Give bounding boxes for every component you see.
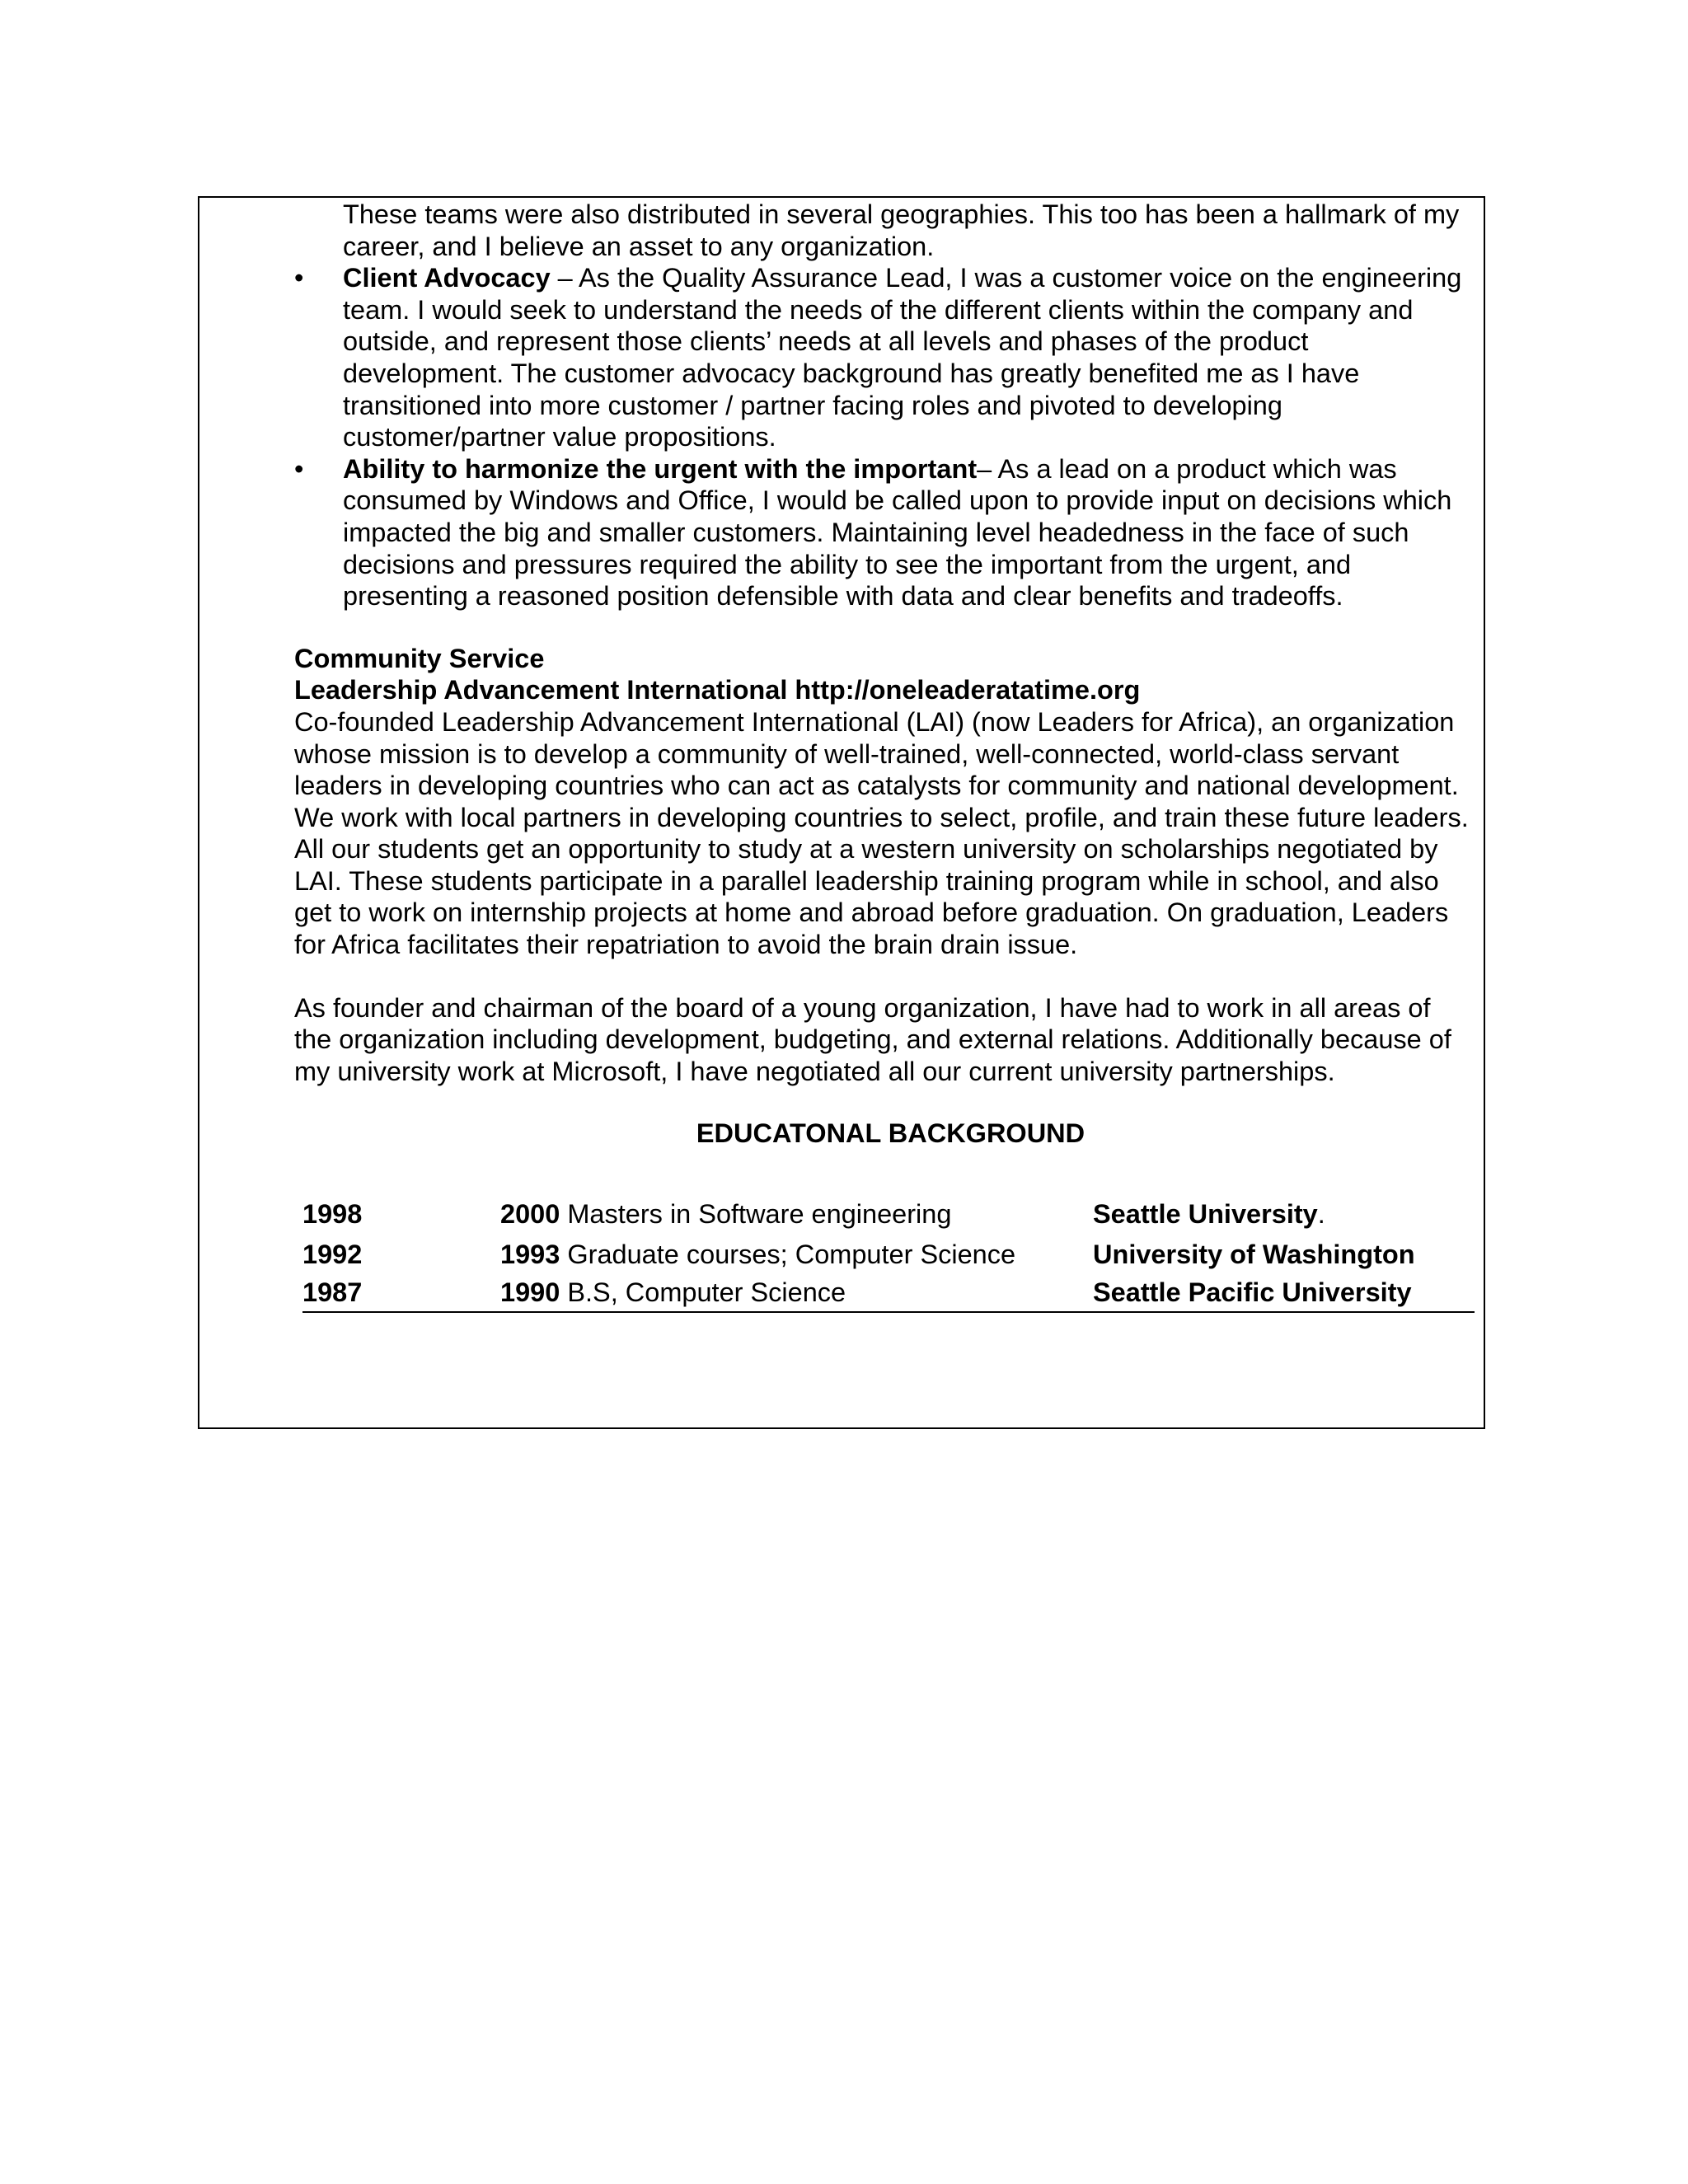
spacer (294, 961, 1469, 992)
education-degree: Masters in Software engineering (560, 1199, 952, 1230)
community-service-heading: Community Service (294, 643, 545, 673)
bullet-title: Client Advocacy (343, 263, 551, 293)
bullet-icon: • (294, 263, 304, 293)
bullet-icon: • (294, 453, 304, 484)
community-paragraph-1: Co-founded Leadership Advancement International (LAI) (now Leaders for Africa), an organization whose mission is to develop a community of well-trained, well-connected, world-class servant leaders in developing countries who can act as catalysts for community and national development. We work with local partners in developing countries to select, profile, and train these future leaders. All our students get an opportunity to study at a western university on scholarships negotiated by LAI. These students participate in a parallel leadership training program while in school, and also get to work on internship projects at home and abroad before graduation. On graduation, Leaders for Africa facilitates their repatriation to avoid the brain drain issue. (294, 706, 1469, 960)
bullet-text: – As a lead on a product which was consumed by Windows and Office, I would be called upon to provide input on decisions which impacted the big and smaller customers. Maintaining level headedness in the face of such decisions and pressures required the ability to see the important from the urgent, and presenting a reasoned position defensible with data and clear benefits and tradeoffs. (343, 453, 1452, 612)
bullet-title: Ability to harmonize the urgent with the important (343, 453, 978, 484)
education-heading: EDUCATONAL BACKGROUND (696, 1118, 1085, 1149)
education-school-cell (1093, 1194, 1475, 1235)
education-school: Seattle University (1093, 1199, 1318, 1230)
education-row (302, 1235, 1475, 1275)
bullet-harmonize (294, 453, 1469, 612)
education-degree-cell (500, 1275, 1093, 1312)
education-end-year: 1990 (500, 1277, 560, 1308)
education-degree: B.S, Computer Science (560, 1277, 846, 1308)
education-end-year: 1993 (500, 1240, 560, 1270)
education-school-cell (1093, 1235, 1475, 1275)
education-degree: Graduate courses; Computer Science (560, 1240, 1016, 1270)
spacer (294, 612, 1469, 643)
education-end-year: 2000 (500, 1199, 560, 1230)
education-school: University of Washington (1093, 1240, 1415, 1270)
education-degree-cell (500, 1194, 1093, 1235)
education-start-year: 1998 (302, 1199, 363, 1230)
education-row (302, 1275, 1475, 1312)
bullet-client-advocacy (294, 262, 1469, 453)
education-row (302, 1194, 1475, 1235)
education-school-cell (1093, 1275, 1475, 1312)
intro-continuation: These teams were also distributed in several geographies. This too has been a hallmark of my career, and I believe an asset to any organization. (343, 199, 1460, 261)
education-start-year: 1987 (302, 1275, 500, 1312)
strengths-list (294, 262, 1469, 612)
education-table (302, 1194, 1475, 1313)
organization-line: Leadership Advancement International http://oneleaderatatime.org (294, 675, 1141, 705)
community-paragraph-2: As founder and chairman of the board of a young organization, I have had to work in all areas of the organization including development, budgeting, and external relations. Additionally because of my university work at Microsoft, I have negotiated all our current university partnerships. (294, 992, 1451, 1086)
education-school-suffix: . (1317, 1199, 1325, 1230)
resume-content (294, 199, 1469, 1313)
education-start-year: 1992 (302, 1240, 363, 1270)
education-degree-cell (500, 1235, 1093, 1275)
education-school: Seattle Pacific University (1093, 1277, 1412, 1308)
bullet-text: – As the Quality Assurance Lead, I was a customer voice on the engineering team. I would seek to understand the needs of the different clients within the company and outside, and represent those clients’ needs at all levels and phases of the product development. The customer advocacy background has greatly benefited me as I have transitioned into more customer / partner facing roles and pivoted to developing customer/partner value propositions. (343, 263, 1462, 452)
